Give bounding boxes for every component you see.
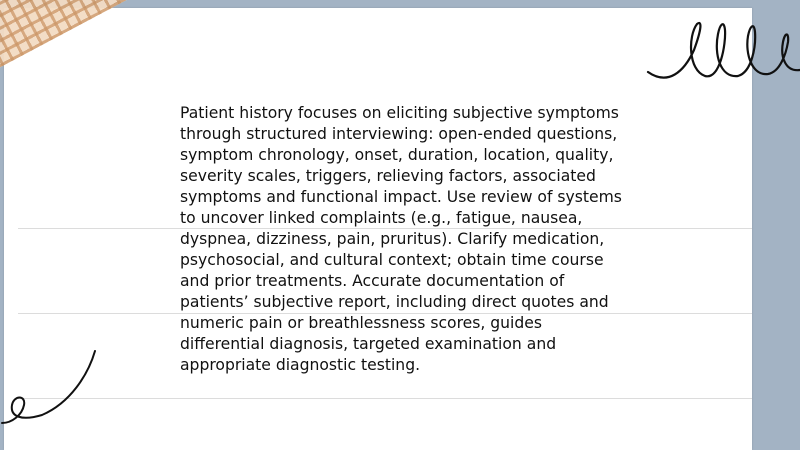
ruled-line (18, 398, 752, 399)
curl-squiggle-decoration (0, 345, 110, 425)
note-body-text: Patient history focuses on eliciting subjective symptoms through structured interviewing: open-ended questions, symptom chronology, onset, duration, location, quality, severity scales, triggers, relieving factors, associated symptoms and functional impact. Use review of systems to uncover linked complaints (e.g., fatigue, nausea, dyspnea, dizziness, pain, pruritus). Clarify medication, psychosocial, and cultural context; obtain time course and prior treatments. Accurate documentation of patients’ subjective report, including direct quotes and numeric pain or breathlessness scores, guides differential diagnosis, targeted examination and appropriate diagnostic testing. (180, 104, 622, 374)
loop-squiggle-decoration (640, 10, 800, 90)
